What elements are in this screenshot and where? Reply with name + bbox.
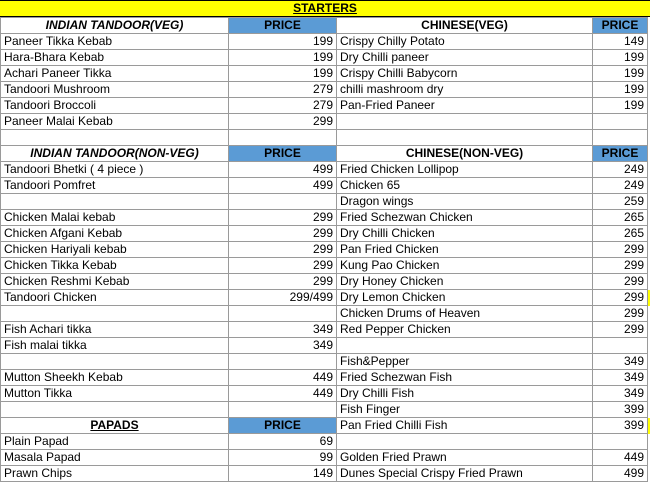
item-price-right: 299: [593, 274, 648, 290]
item-name-right: Fried Chicken Lollipop: [337, 162, 593, 178]
item-name-right: Fried Schezwan Fish: [337, 370, 593, 386]
menu-row: [1, 258, 650, 274]
item-name-right: Chicken 65: [337, 178, 593, 194]
price-header-left: PRICE: [229, 418, 337, 434]
item-name-right: [337, 434, 593, 450]
item-price-left: 149: [229, 466, 337, 482]
item-name-right: [337, 114, 593, 130]
item-name-left: Hara-Bhara Kebab: [1, 50, 229, 66]
item-price-right: 299: [593, 258, 648, 274]
item-price-left: 299: [229, 226, 337, 242]
section-header-row: [1, 146, 650, 162]
item-name-left: Tandoori Bhetki ( 4 piece ): [1, 162, 229, 178]
menu-row: [1, 226, 650, 242]
menu-row: [1, 354, 650, 370]
item-name-right: Golden Fried Prawn: [337, 450, 593, 466]
item-name-right: Dry Chilli paneer: [337, 50, 593, 66]
item-name-left: Chicken Malai kebab: [1, 210, 229, 226]
menu-row: [1, 130, 650, 146]
price-header-left: PRICE: [229, 146, 337, 162]
menu-row: [1, 466, 650, 482]
item-price-left: 449: [229, 370, 337, 386]
item-price-left: 69: [229, 434, 337, 450]
sheet-title: STARTERS: [0, 0, 650, 17]
item-price-left: 349: [229, 322, 337, 338]
item-name-left: [1, 402, 229, 418]
item-name-left: [1, 194, 229, 210]
item-price-left: 299: [229, 274, 337, 290]
item-name-right: Fish&Pepper: [337, 354, 593, 370]
menu-row: [1, 370, 650, 386]
item-price-right: 249: [593, 162, 648, 178]
item-name-right: Fish Finger: [337, 402, 593, 418]
item-name-right: Fried Schezwan Chicken: [337, 210, 593, 226]
item-price-right: 399: [593, 402, 648, 418]
menu-row: [1, 210, 650, 226]
item-name-right: Pan-Fried Paneer: [337, 98, 593, 114]
item-name-right: Crispy Chilli Babycorn: [337, 66, 593, 82]
item-name-right: Kung Pao Chicken: [337, 258, 593, 274]
item-name-left: Prawn Chips: [1, 466, 229, 482]
item-name-left: Tandoori Pomfret: [1, 178, 229, 194]
item-name-right: Dunes Special Crispy Fried Prawn: [337, 466, 593, 482]
section-header-row: [1, 418, 650, 434]
item-name-right: [337, 130, 593, 146]
price-header-right: PRICE: [593, 146, 648, 162]
item-price-left: 99: [229, 450, 337, 466]
item-price-left: [229, 306, 337, 322]
item-name-left: [1, 130, 229, 146]
item-name-left: [1, 354, 229, 370]
item-price-right: 199: [593, 66, 648, 82]
menu-row: [1, 274, 650, 290]
item-name-right: Pan Fried Chicken: [337, 242, 593, 258]
item-price-right: 399: [593, 418, 648, 434]
item-name-left: Paneer Tikka Kebab: [1, 34, 229, 50]
item-name-left: Chicken Hariyali kebab: [1, 242, 229, 258]
item-name-left: Plain Papad: [1, 434, 229, 450]
menu-row: [1, 402, 650, 418]
item-price-left: 349: [229, 338, 337, 354]
section-title-left: INDIAN TANDOOR(NON-VEG): [1, 146, 229, 162]
item-price-left: 299: [229, 242, 337, 258]
item-name-right: Dry Chilli Chicken: [337, 226, 593, 242]
item-price-left: 199: [229, 34, 337, 50]
item-name-left: Chicken Tikka Kebab: [1, 258, 229, 274]
item-price-right: 499: [593, 466, 648, 482]
menu-row: [1, 386, 650, 402]
item-price-right: 199: [593, 98, 648, 114]
menu-row: [1, 178, 650, 194]
menu-row: [1, 34, 650, 50]
item-price-right: 249: [593, 178, 648, 194]
item-price-left: 299: [229, 210, 337, 226]
item-name-left: Fish Achari tikka: [1, 322, 229, 338]
menu-row: [1, 66, 650, 82]
item-price-left: [229, 402, 337, 418]
item-price-right: 299: [593, 322, 648, 338]
section-header-row: [1, 18, 650, 34]
item-name-right: chilli mashroom dry: [337, 82, 593, 98]
item-name-left: Fish malai tikka: [1, 338, 229, 354]
menu-row: [1, 50, 650, 66]
item-name-right: Red Pepper Chicken: [337, 322, 593, 338]
item-name-left: Masala Papad: [1, 450, 229, 466]
section-title-right: CHINESE(VEG): [337, 18, 593, 34]
menu-row: [1, 434, 650, 450]
item-price-left: 199: [229, 50, 337, 66]
item-name-left: Paneer Malai Kebab: [1, 114, 229, 130]
menu-row: [1, 242, 650, 258]
item-price-left: 199: [229, 66, 337, 82]
price-header-left: PRICE: [229, 18, 337, 34]
item-price-right: 349: [593, 386, 648, 402]
menu-row: [1, 114, 650, 130]
item-price-right: 349: [593, 370, 648, 386]
item-name-left: Achari Paneer Tikka: [1, 66, 229, 82]
item-name-left: Tandoori Mushroom: [1, 82, 229, 98]
item-price-left: 499: [229, 162, 337, 178]
section-title-left: INDIAN TANDOOR(VEG): [1, 18, 229, 34]
section-title-right: CHINESE(NON-VEG): [337, 146, 593, 162]
menu-row: [1, 322, 650, 338]
item-price-right: 349: [593, 354, 648, 370]
menu-row: [1, 306, 650, 322]
item-name-right: Crispy Chilly Potato: [337, 34, 593, 50]
menu-row: [1, 290, 650, 306]
item-price-right: 299: [593, 306, 648, 322]
item-price-right: 449: [593, 450, 648, 466]
item-price-right: [593, 130, 648, 146]
item-price-left: [229, 194, 337, 210]
section-title-left: PAPADS: [1, 418, 229, 434]
item-price-right: 265: [593, 226, 648, 242]
item-name-right: Dragon wings: [337, 194, 593, 210]
item-name-right: Pan Fried Chilli Fish: [337, 418, 593, 434]
item-price-left: 449: [229, 386, 337, 402]
item-price-right: 259: [593, 194, 648, 210]
item-name-left: Chicken Afgani Kebab: [1, 226, 229, 242]
menu-row: [1, 338, 650, 354]
item-price-left: 299: [229, 258, 337, 274]
menu-row: [1, 98, 650, 114]
item-price-right: 265: [593, 210, 648, 226]
item-price-left: 499: [229, 178, 337, 194]
item-price-left: 279: [229, 82, 337, 98]
item-price-right: [593, 338, 648, 354]
item-price-right: 299: [593, 290, 648, 306]
item-price-right: 199: [593, 82, 648, 98]
price-header-right: PRICE: [593, 18, 648, 34]
item-price-right: 299: [593, 242, 648, 258]
item-name-right: [337, 338, 593, 354]
item-price-left: [229, 130, 337, 146]
menu-row: [1, 194, 650, 210]
item-price-left: 299: [229, 114, 337, 130]
menu-row: [1, 450, 650, 466]
item-name-right: Chicken Drums of Heaven: [337, 306, 593, 322]
item-name-right: Dry Honey Chicken: [337, 274, 593, 290]
item-price-left: 299/499: [229, 290, 337, 306]
item-name-left: Tandoori Broccoli: [1, 98, 229, 114]
menu-row: [1, 82, 650, 98]
item-name-right: Dry Lemon Chicken: [337, 290, 593, 306]
item-name-right: Dry Chilli Fish: [337, 386, 593, 402]
item-name-left: Mutton Tikka: [1, 386, 229, 402]
item-price-right: [593, 434, 648, 450]
item-price-left: 279: [229, 98, 337, 114]
item-price-right: 199: [593, 50, 648, 66]
item-name-left: Mutton Sheekh Kebab: [1, 370, 229, 386]
item-name-left: Chicken Reshmi Kebab: [1, 274, 229, 290]
item-price-right: [593, 114, 648, 130]
item-name-left: Tandoori Chicken: [1, 290, 229, 306]
menu-row: [1, 162, 650, 178]
item-price-right: 149: [593, 34, 648, 50]
item-price-left: [229, 354, 337, 370]
item-name-left: [1, 306, 229, 322]
menu-table: [0, 17, 650, 482]
